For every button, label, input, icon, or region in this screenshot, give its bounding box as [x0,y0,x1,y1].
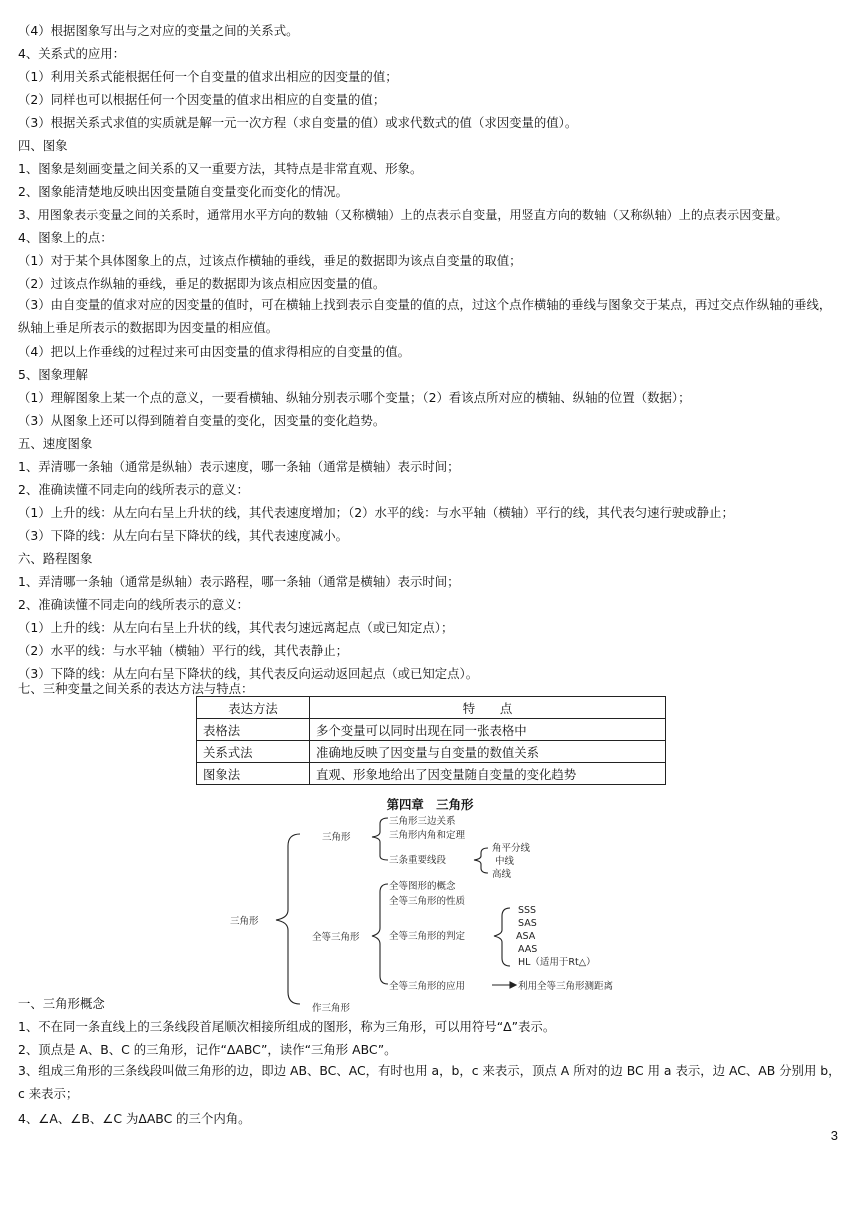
table-cell: 准确地反映了因变量与自变量的数值关系 [310,741,666,763]
mindmap-node: 全等三角形的性质 [389,896,466,907]
text-line: 1、弄清哪一条轴（通常是纵轴）表示路程，哪一条轴（通常是横轴）表示时间； [18,574,460,589]
text-line: 1、不在同一条直线上的三条线段首尾顺次相接所组成的图形，称为三角形，可以用符号“Δ”表示。 [18,1019,556,1034]
table-cell: 关系式法 [197,741,310,763]
paragraph: （3）由自变量的值求对应的因变量的值时，可在横轴上找到表示自变量的值的点，过这个点作横轴的垂线与图象交于某点，再过交点作纵轴的垂线，纵轴上垂足所表示的数据即为因变量的相应值。 [18,297,832,335]
text-line: 4、关系式的应用： [18,46,126,61]
text-line: （3）下降的线：从左向右呈下降状的线，其代表反向运动返回起点（或已知定点）。 [18,666,479,681]
text-line: （3）根据关系式求值的实质就是解一元一次方程（求自变量的值）或求代数式的值（求因变量的值）。 [18,115,578,130]
page-number: 3 [830,1128,838,1143]
table-header: 表达方法 [197,697,310,719]
section-heading: 六、路程图象 [18,551,93,566]
text-line: 4、∠A、∠B、∠C 为ΔABC 的三个内角。 [18,1111,251,1126]
section-heading: 一、三角形概念 [18,996,105,1011]
mindmap-node: AAS [518,944,538,955]
mindmap-node: 三条重要线段 [389,855,447,866]
table-row [197,741,666,763]
mindmap-node: 中线 [495,856,515,867]
text-line: （2）过该点作纵轴的垂线，垂足的数据即为该点相应因变量的值。 [18,276,386,291]
mindmap-branch: 三角形 [322,832,351,843]
text-line: 2、准确读懂不同走向的线所表示的意义： [18,597,249,612]
table-header-row [197,697,666,719]
text-line: 2、准确读懂不同走向的线所表示的意义： [18,482,249,497]
table-row [197,719,666,741]
text-line: （1）利用关系式能根据任何一个自变量的值求出相应的因变量的值； [18,69,398,84]
text-line: 2、图象能清楚地反映出因变量随自变量变化而变化的情况。 [18,184,349,199]
text-line: （2）同样也可以根据任何一个因变量的值求出相应的自变量的值； [18,92,386,107]
mindmap-node: 全等三角形的应用 [389,981,466,992]
mindmap-node: 三角形内角和定理 [389,830,466,841]
text-line: （1）对于某个具体图象上的点，过该点作横轴的垂线，垂足的数据即为该点自变量的取值； [18,253,522,268]
paragraph: 3、组成三角形的三条线段叫做三角形的边，即边 AB、BC、AC，有时也用 a，b，c 来表示，顶点 A 所对的边 BC 用 a 表示，边 AC、AB 分别用 b，c 来表示； [18,1063,841,1101]
text-line: （1）理解图象上某一个点的意义，一要看横轴、纵轴分别表示哪个变量；（2）看该点所对应的横轴、纵轴的位置（数据）； [18,390,691,405]
text-line: （4）根据图象写出与之对应的变量之间的关系式。 [18,23,299,38]
text-line: （1）上升的线：从左向右呈上升状的线，其代表速度增加；（2）水平的线：与水平轴（横轴）平行的线，其代表匀速行驶或静止； [18,505,734,520]
mindmap-branch: 作三角形 [312,1003,351,1012]
triangle-mindmap [0,812,860,1012]
text-line: 3、用图象表示变量之间的关系时，通常用水平方向的数轴（又称横轴）上的点表示自变量，用竖直方向的数轴（又称纵轴）上的点表示因变量。 [18,208,788,222]
mindmap-node: SSS [518,905,537,916]
mindmap-node: ASA [516,931,536,942]
mindmap-node: 高线 [492,869,512,880]
table-cell: 表格法 [197,719,310,741]
section-heading: 5、图象理解 [18,367,88,382]
chapter-title: 第四章 三角形 [386,797,474,812]
mindmap-branch: 全等三角形 [312,932,360,943]
text-line: （2）水平的线：与水平轴（横轴）平行的线，其代表静止； [18,643,349,658]
text-line: 4、图象上的点： [18,230,113,245]
mindmap-node: SAS [518,918,537,929]
text-line: 1、图象是刻画变量之间关系的又一重要方法，其特点是非常直观、形象。 [18,161,423,176]
mindmap-node: 角平分线 [492,843,531,854]
mindmap-node: 全等三角形的判定 [389,931,466,942]
text-line: （1）上升的线：从左向右呈上升状的线，其代表匀速远离起点（或已知定点）； [18,620,454,635]
table-row [197,763,666,785]
mindmap-node: 三角形三边关系 [389,816,456,827]
methods-table [196,696,666,785]
table-cell: 图象法 [197,763,310,785]
table-cell: 直观、形象地给出了因变量随自变量的变化趋势 [310,763,666,785]
mindmap-node: 全等图形的概念 [389,881,456,892]
mindmap-root: 三角形 [230,916,259,927]
text-line: 2、顶点是 A、B、C 的三角形，记作“ΔABC”，读作“三角形 ABC”。 [18,1042,397,1057]
section-heading: 七、三种变量之间关系的表达方法与特点： [18,681,254,696]
text-line: （4）把以上作垂线的过程过来可由因变量的值求得相应的自变量的值。 [18,344,410,359]
text-line: 1、弄清哪一条轴（通常是纵轴）表示速度，哪一条轴（通常是横轴）表示时间； [18,459,460,474]
table-header: 特 点 [310,697,666,719]
section-heading: 四、图象 [18,138,68,153]
table-cell: 多个变量可以同时出现在同一张表格中 [310,719,666,741]
text-line: （3）下降的线：从左向右呈下降状的线，其代表速度减小。 [18,528,349,543]
mindmap-node: 利用全等三角形测距离 [518,981,614,992]
section-heading: 五、速度图象 [18,436,93,451]
text-line: （3）从图象上还可以得到随着自变量的变化，因变量的变化趋势。 [18,413,386,428]
mindmap-node: HL（适用于Rt△） [518,957,596,968]
